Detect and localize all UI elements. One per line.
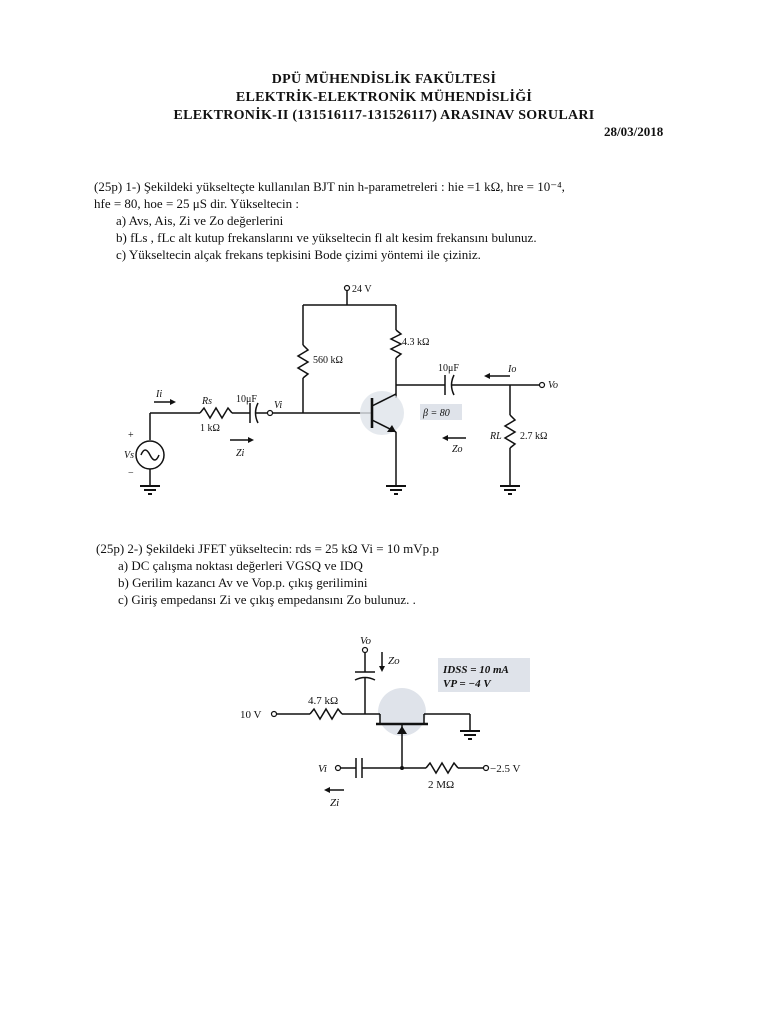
jfet-vi-label: Vi bbox=[318, 763, 327, 775]
q1-item-a: a) Avs, Ais, Zi ve Zo değerlerini bbox=[116, 213, 284, 228]
rl-label: RL bbox=[490, 431, 502, 442]
exam-date: 28/03/2018 bbox=[604, 124, 664, 139]
zo-label: Zo bbox=[452, 444, 463, 455]
q2-item-a: a) DC çalışma noktası değerleri VGSQ ve IDQ bbox=[118, 558, 363, 573]
vi-label: Vi bbox=[274, 400, 283, 411]
vdd-label: 10 V bbox=[240, 709, 262, 721]
vs-plus: + bbox=[128, 430, 134, 441]
q2-line1: (25p) 2-) Şekildeki JFET yükseltecin: rds = 25 kΩ Vi = 10 mVp.p bbox=[96, 541, 439, 556]
cin-label: 10μF bbox=[236, 394, 257, 405]
rc-label: 4.3 kΩ bbox=[402, 337, 430, 348]
vp-label: VP = −4 V bbox=[443, 678, 491, 690]
cout-label: 10μF bbox=[438, 363, 459, 374]
q1-item-c: c) Yükseltecin alçak frekans tepkisini Bode çizimi yöntemi ile çiziniz. bbox=[116, 247, 481, 262]
jfet-vo-label: Vo bbox=[360, 635, 371, 647]
jfet-amplifier-circuit bbox=[230, 630, 550, 820]
rb-label: 560 kΩ bbox=[313, 355, 343, 366]
rl-value: 2.7 kΩ bbox=[520, 431, 548, 442]
vcc-label: 24 V bbox=[352, 284, 372, 295]
beta-label: β = 80 bbox=[423, 408, 450, 419]
header-department: ELEKTRİK-ELEKTRONİK MÜHENDİSLİĞİ bbox=[235, 90, 533, 105]
vs-minus: − bbox=[128, 468, 134, 479]
jfet-zi-label: Zi bbox=[330, 797, 340, 809]
idss-label: IDSS = 10 mA bbox=[443, 664, 509, 676]
q2-item-b: b) Gerilim kazancı Av ve Vop.p. çıkış gerilimini bbox=[118, 575, 368, 590]
rs-value: 1 kΩ bbox=[200, 423, 220, 434]
jfet-zo-label: Zo bbox=[388, 655, 400, 667]
vgg-label: −2.5 V bbox=[490, 763, 521, 775]
ii-label: Ii bbox=[156, 389, 163, 400]
rd-label: 4.7 kΩ bbox=[308, 695, 339, 707]
q2-item-c: c) Giriş empedansı Zi ve çıkış empedansını Zo bulunuz. . bbox=[118, 592, 416, 607]
rs-label: Rs bbox=[202, 396, 212, 407]
io-label: Io bbox=[508, 364, 517, 375]
zi-label: Zi bbox=[236, 448, 245, 459]
vo-label: Vo bbox=[548, 380, 558, 391]
rg-label: 2 MΩ bbox=[428, 779, 455, 791]
q1-item-b: b) fLs , fLc alt kutup frekanslarını ve yükseltecin fl alt kesim frekansını bulunuz. bbox=[116, 230, 537, 245]
bjt-amplifier-circuit bbox=[110, 280, 580, 500]
q1-line1: (25p) 1-) Şekildeki yükselteçte kullanılan BJT nin h-parametreleri : hie =1 kΩ, hre = 10⁻⁴, bbox=[94, 179, 565, 194]
header-university: DPÜ MÜHENDİSLİK FAKÜLTESİ bbox=[271, 72, 497, 87]
vs-label: Vs bbox=[124, 450, 134, 461]
q1-line2: hfe = 80, hoe = 25 μS dir. Yükseltecin : bbox=[94, 196, 299, 211]
header-exam-title: ELEKTRONİK-II (131516117-131526117) ARASINAV SORULARI bbox=[173, 108, 595, 123]
